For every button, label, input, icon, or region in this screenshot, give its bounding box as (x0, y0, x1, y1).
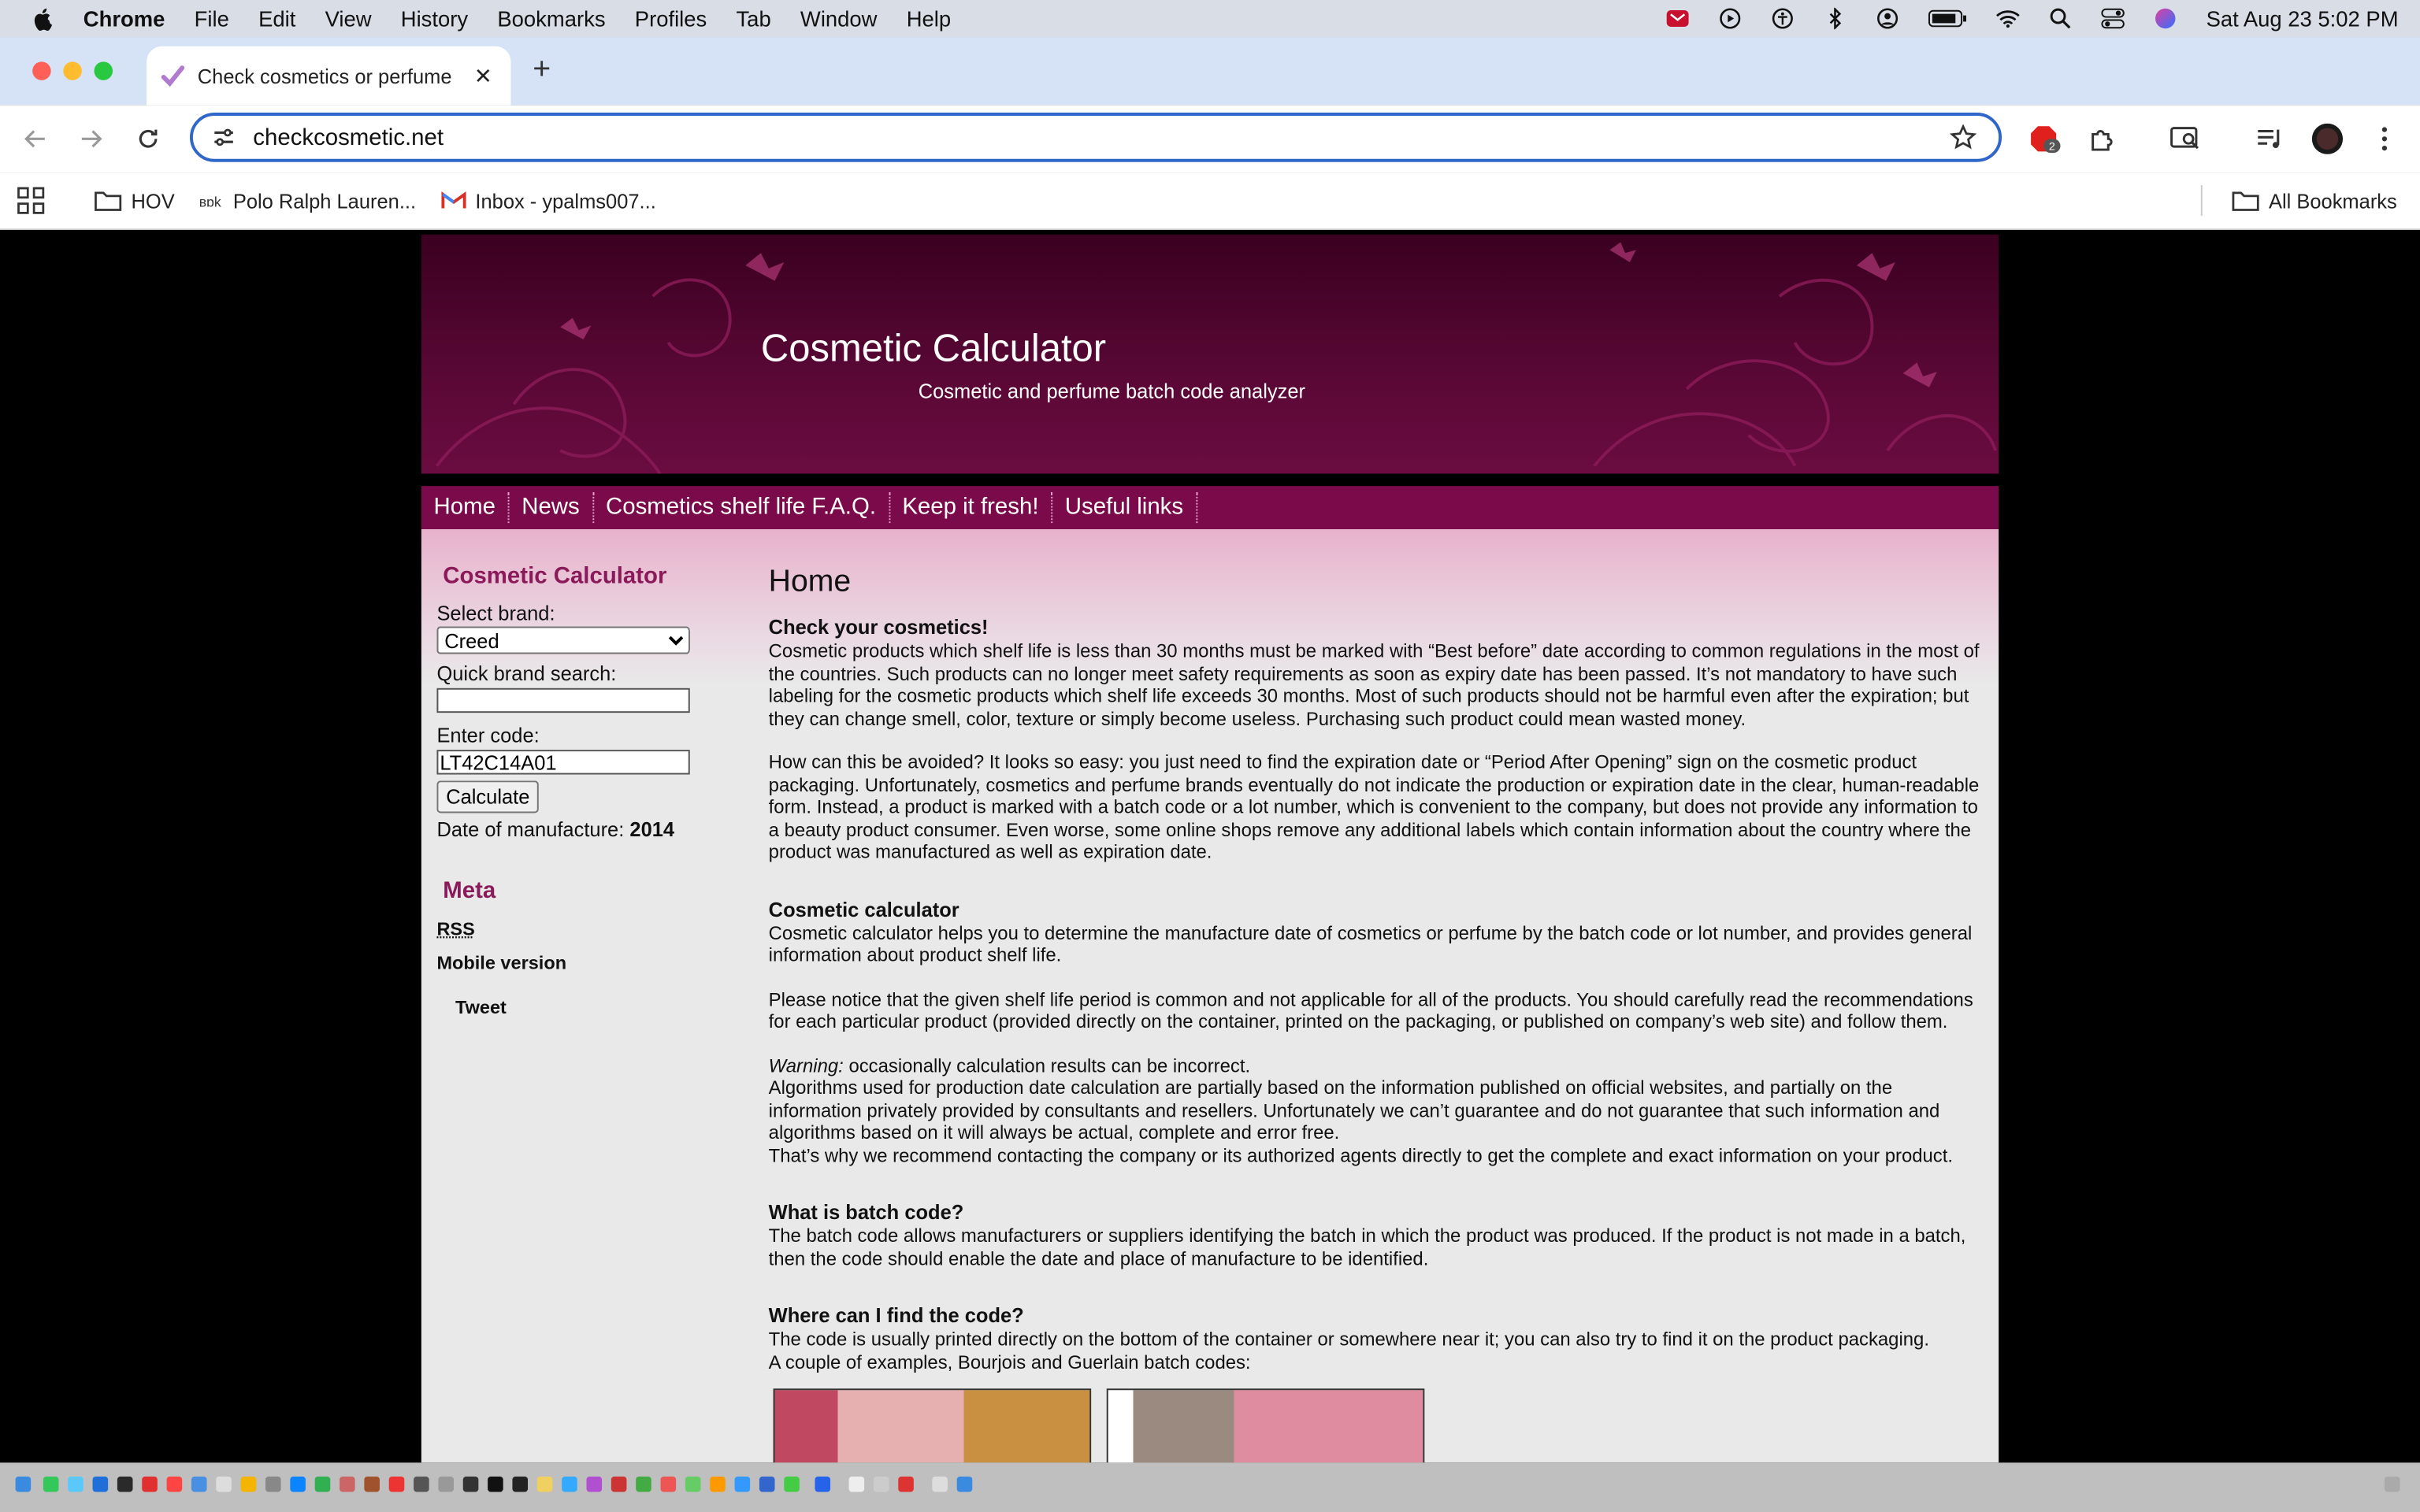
reload-button[interactable] (132, 124, 163, 154)
warning-label: Warning: (768, 1054, 844, 1077)
bookmarks-bar (0, 172, 2420, 229)
brand-select[interactable] (436, 626, 689, 654)
paragraph-where: The code is usually printed directly on the bottom of the container or somewhere near it; you can also try to find it on the product packaging. (768, 1328, 1929, 1351)
site-container (421, 230, 1999, 1462)
dock-app-icon[interactable] (611, 1477, 627, 1492)
bluetooth-icon[interactable] (1824, 8, 1848, 29)
all-bookmarks-label: All Bookmarks (2269, 189, 2397, 213)
folder-icon (95, 190, 122, 211)
window-minimize-button[interactable] (63, 61, 82, 80)
url-input[interactable] (250, 123, 1949, 152)
dock-app-icon[interactable] (364, 1477, 380, 1492)
dock-folder-icon[interactable] (957, 1477, 973, 1492)
dock-app-icon[interactable] (898, 1477, 914, 1492)
dock-app-icon[interactable] (93, 1477, 109, 1492)
page-viewport (0, 230, 2420, 1462)
tweet-button[interactable]: Tweet (455, 996, 507, 1019)
extensions-puzzle-icon[interactable] (2087, 124, 2118, 154)
site-icon (199, 191, 224, 210)
dock-app-icon[interactable] (68, 1477, 84, 1492)
header-decoration-image (421, 235, 1999, 474)
all-bookmarks[interactable] (2232, 185, 2397, 216)
nav-keep-it-fresh[interactable]: Keep it fresh! (890, 492, 1052, 523)
siri-icon[interactable] (2154, 8, 2178, 29)
date-value: 2014 (629, 817, 675, 841)
menu-file[interactable]: File (194, 6, 229, 32)
tab-search-icon[interactable] (2170, 124, 2201, 154)
rss-link[interactable]: RSS (436, 917, 475, 940)
site-nav (421, 486, 1999, 529)
enter-code-label: Enter code: (436, 723, 540, 747)
back-button[interactable] (20, 124, 50, 154)
bourjois-example-image (774, 1388, 1092, 1462)
dock-app-icon[interactable] (685, 1477, 701, 1492)
dock-document-icon[interactable] (932, 1477, 948, 1492)
dock-app-icon[interactable] (562, 1477, 577, 1492)
menu-app-chrome[interactable]: Chrome (83, 6, 165, 32)
calculator-heading: Cosmetic calculator (768, 897, 959, 921)
dock-app-icon[interactable] (874, 1477, 889, 1492)
bookmark-label: Polo Ralph Lauren... (232, 189, 417, 213)
site-settings-icon[interactable] (210, 124, 237, 151)
site-title: Cosmetic Calculator (760, 327, 1107, 371)
accessibility-icon[interactable] (1771, 8, 1795, 29)
nav-shelf-life-faq[interactable]: Cosmetics shelf life F.A.Q. (593, 492, 889, 523)
folder-icon (2232, 190, 2259, 211)
bookmark-label: HOV (131, 189, 175, 213)
control-center-icon[interactable] (2101, 8, 2125, 29)
menu-window[interactable]: Window (800, 6, 878, 32)
tab-close-icon[interactable]: ✕ (473, 62, 492, 87)
address-bar[interactable] (190, 113, 2002, 162)
new-tab-button[interactable]: + (533, 52, 551, 87)
date-of-manufacture (436, 817, 745, 840)
paragraph-calculator: Cosmetic calculator helps you to determine the manufacture date of cosmetics or perfume by the batch code or lot number, and provides general information about product shelf life. (768, 921, 1973, 966)
paragraph-algorithms: Algorithms used for production date calculation are partially based on the information published on official websites, and partially on the information privately provided by consultants and resellers. Unfortunately we can’t guarantee and do not guarantee that such information and algorithms based on it will always be actual, complete and error free. (768, 1077, 1940, 1143)
menu-bar (0, 0, 2420, 37)
site-favicon-icon (161, 63, 185, 87)
paragraph-intro: Cosmetic products which shelf life is less than 30 months must be marked with “Best before” date according to common regulations in the most of the countries. Such products can no longer meet safety requirements as soon as expiry date has been passed. It’s not mandatory to have such labeling for the cosmetic products which shelf life exceeds 30 months. Most of such products should not be harmful even after the expiration; but they can change smell, color, texture or simply become useless. Purchasing such product could mean wasted money. (768, 640, 1980, 729)
bookmark-hov[interactable] (95, 185, 175, 216)
dock-app-icon[interactable] (710, 1477, 726, 1492)
menu-profiles[interactable]: Profiles (634, 6, 707, 32)
site-header (421, 235, 1999, 474)
window-close-button[interactable] (32, 61, 51, 80)
svg-text:ʙɒk: ʙɒk (199, 194, 221, 210)
profile-avatar[interactable] (2312, 124, 2343, 154)
bookmark-gmail-inbox[interactable] (441, 185, 655, 216)
notification-app-icon[interactable] (1666, 8, 1691, 29)
paragraph-recommend: That’s why we recommend contacting the company or its authorized agents directly to get the complete and exact information on your product. (768, 1143, 1954, 1166)
where-code-heading: Where can I find the code? (768, 1303, 1024, 1327)
dock-app-icon[interactable] (636, 1477, 651, 1492)
paragraph-examples: A couple of examples, Bourjois and Guerlain batch codes: (768, 1351, 1251, 1373)
warning-line (769, 1054, 1984, 1077)
dock (0, 1462, 2420, 1512)
dock-app-icon[interactable] (216, 1477, 232, 1492)
dock-app-icon[interactable] (142, 1477, 158, 1492)
more-menu-icon[interactable] (2369, 124, 2400, 154)
dock-app-icon[interactable] (315, 1477, 331, 1492)
meta-heading: Meta (443, 877, 496, 905)
dock-app-icon[interactable] (661, 1477, 677, 1492)
dock-app-icon[interactable] (389, 1477, 405, 1492)
dock-app-icon[interactable] (414, 1477, 429, 1492)
page-title: Home (768, 565, 852, 599)
browser-toolbar (0, 105, 2420, 172)
sidebar (436, 563, 745, 1018)
wifi-icon[interactable] (1996, 8, 2021, 29)
menu-history[interactable]: History (400, 6, 469, 32)
adblock-extension-icon[interactable] (2029, 124, 2060, 154)
dock-app-icon[interactable] (191, 1477, 207, 1492)
check-heading: Check your cosmetics! (768, 615, 989, 639)
mobile-version-link[interactable]: Mobile version (436, 951, 567, 974)
quick-brand-search-input[interactable] (436, 688, 689, 713)
dock-app-icon[interactable] (784, 1477, 800, 1492)
finder-icon[interactable] (16, 1477, 32, 1492)
chrome-dock-icon[interactable] (241, 1477, 257, 1492)
dock-app-icon[interactable] (735, 1477, 751, 1492)
bookmark-star-icon[interactable] (1949, 124, 1976, 151)
status-area (1666, 0, 2420, 37)
dock-app-icon[interactable] (463, 1477, 479, 1492)
window-zoom-button[interactable] (95, 61, 113, 80)
apps-grid-icon[interactable] (17, 185, 54, 216)
forward-button[interactable] (76, 124, 106, 154)
guerlain-example-image (1107, 1388, 1425, 1462)
bookmark-polo-ralph-lauren[interactable] (199, 185, 416, 216)
dock-app-icon[interactable] (488, 1477, 503, 1492)
dock-app-icon[interactable] (265, 1477, 281, 1492)
batch-code-heading: What is batch code? (768, 1200, 964, 1224)
quick-search-label: Quick brand search: (436, 662, 617, 685)
spotlight-search-icon[interactable] (2049, 8, 2073, 29)
dock-app-icon[interactable] (849, 1477, 865, 1492)
trash-icon[interactable] (2385, 1477, 2400, 1492)
apple-icon[interactable] (31, 6, 55, 31)
user-icon[interactable] (1876, 8, 1900, 29)
tab-active[interactable] (147, 46, 510, 105)
menubar-clock[interactable]: Sat Aug 23 5:02 PM (2206, 6, 2399, 32)
bookmark-label: Inbox - ypalms007... (475, 189, 656, 213)
calculate-button[interactable]: Calculate (436, 780, 539, 813)
dock-app-icon[interactable] (537, 1477, 553, 1492)
menu-tab[interactable]: Tab (736, 6, 771, 32)
play-icon[interactable] (1718, 8, 1743, 29)
menu-help[interactable]: Help (906, 6, 952, 32)
extension-badge-count: 2 (2048, 140, 2055, 154)
warning-text: occasionally calculation results can be incorrect. (843, 1054, 1251, 1077)
date-label: Date of manufacture: (436, 817, 625, 841)
dock-app-icon[interactable] (43, 1477, 59, 1492)
tab-title: Check cosmetics or perfume (197, 64, 452, 87)
site-subtitle: Cosmetic and perfume batch code analyzer (918, 379, 1305, 403)
page-content (421, 529, 1999, 1462)
nav-news[interactable]: News (510, 492, 594, 523)
sidebar-heading: Cosmetic Calculator (443, 563, 667, 590)
dock-app-icon[interactable] (815, 1477, 830, 1492)
dock-app-icon[interactable] (340, 1477, 355, 1492)
batch-code-input[interactable] (436, 750, 689, 774)
bookmark-divider (2201, 185, 2203, 216)
paragraph-avoid: How can this be avoided? It looks so easy: you just need to find the expiration date or “Period After Opening” sign on the cosmetic product packaging. Unfortunately, cosmetics and perfume brands eventually do not indicate the production or expiration date in the clear, human-readable form. Instead, a product is marked with a batch code or a lot number, which is convenient to the company, but does not provide any information to a beauty product consumer. Even worse, some online shops remove any additional labels which contain information about the country where the product was manufactured as well as expiration date. (768, 751, 1980, 863)
dock-app-icon[interactable] (586, 1477, 602, 1492)
media-controls-icon[interactable] (2255, 124, 2285, 154)
dock-app-icon[interactable] (512, 1477, 528, 1492)
dock-app-icon[interactable] (759, 1477, 775, 1492)
battery-icon[interactable] (1928, 8, 1969, 29)
paragraph-notice: Please notice that the given shelf life period is common and not applicable for all of the products. You should carefully read the recommendations for each particular product (provided directly on the container, printed on the packaging, or published on company’s web site) and follow them. (768, 988, 1973, 1032)
dock-app-icon[interactable] (438, 1477, 454, 1492)
menu-bookmarks[interactable]: Bookmarks (497, 6, 606, 32)
select-brand-label: Select brand: (436, 602, 555, 625)
menu-edit[interactable]: Edit (258, 6, 296, 32)
nav-useful-links[interactable]: Useful links (1052, 492, 1197, 523)
gmail-icon (441, 191, 466, 210)
main-article (769, 563, 1984, 1373)
dock-app-icon[interactable] (167, 1477, 183, 1492)
tab-strip (0, 37, 2420, 105)
dock-app-icon[interactable] (117, 1477, 133, 1492)
paragraph-batch-code: The batch code allows manufacturers or suppliers identifying the batch in which the product was produced. If the product is not made in a batch, then the code should enable the date and place of manufacture to be identified. (768, 1225, 1966, 1269)
menu-view[interactable]: View (325, 6, 372, 32)
dock-app-icon[interactable] (290, 1477, 306, 1492)
nav-home[interactable]: Home (421, 492, 510, 523)
